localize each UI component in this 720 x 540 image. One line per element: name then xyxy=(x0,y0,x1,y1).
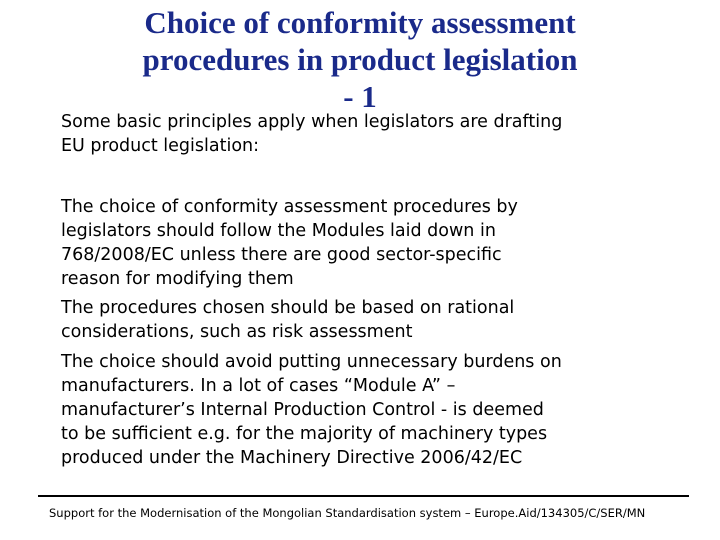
footer-text: Support for the Modernisation of the Mongolian Standardisation system – Europe.Aid/134305/C/SER/MN xyxy=(49,506,646,520)
principle-3-line-5: produced under the Machinery Directive 2006/42/EC xyxy=(61,448,523,468)
intro-paragraph xyxy=(61,110,562,158)
intro-line-1: Some basic principles apply when legislators are drafting xyxy=(61,112,563,132)
title-line-3: - 1 xyxy=(343,79,377,114)
principle-2-line-2: considerations, such as risk assessment xyxy=(61,322,413,342)
principle-3 xyxy=(61,350,562,470)
principle-3-line-4: to be sufficient e.g. for the majority of machinery types xyxy=(61,424,548,444)
principle-3-line-2: manufacturers. In a lot of cases “Module A” – xyxy=(61,376,456,396)
title-line-2: procedures in product legislation xyxy=(142,42,578,77)
principle-1-line-4: reason for modifying them xyxy=(61,269,294,289)
title-line-1: Choice of conformity assessment xyxy=(144,5,576,40)
principle-2 xyxy=(61,296,514,344)
principle-1-line-3: 768/2008/EC unless there are good sector-specific xyxy=(61,245,502,265)
footer-divider xyxy=(38,495,689,497)
principle-1-line-1: The choice of conformity assessment procedures by xyxy=(61,197,518,217)
principle-2-line-1: The procedures chosen should be based on rational xyxy=(61,298,515,318)
principle-1 xyxy=(61,195,518,291)
slide-title xyxy=(60,4,660,115)
principle-3-line-1: The choice should avoid putting unnecessary burdens on xyxy=(61,352,562,372)
principle-3-line-3: manufacturer’s Internal Production Control - is deemed xyxy=(61,400,544,420)
principle-1-line-2: legislators should follow the Modules laid down in xyxy=(61,221,496,241)
intro-line-2: EU product legislation: xyxy=(61,136,260,156)
